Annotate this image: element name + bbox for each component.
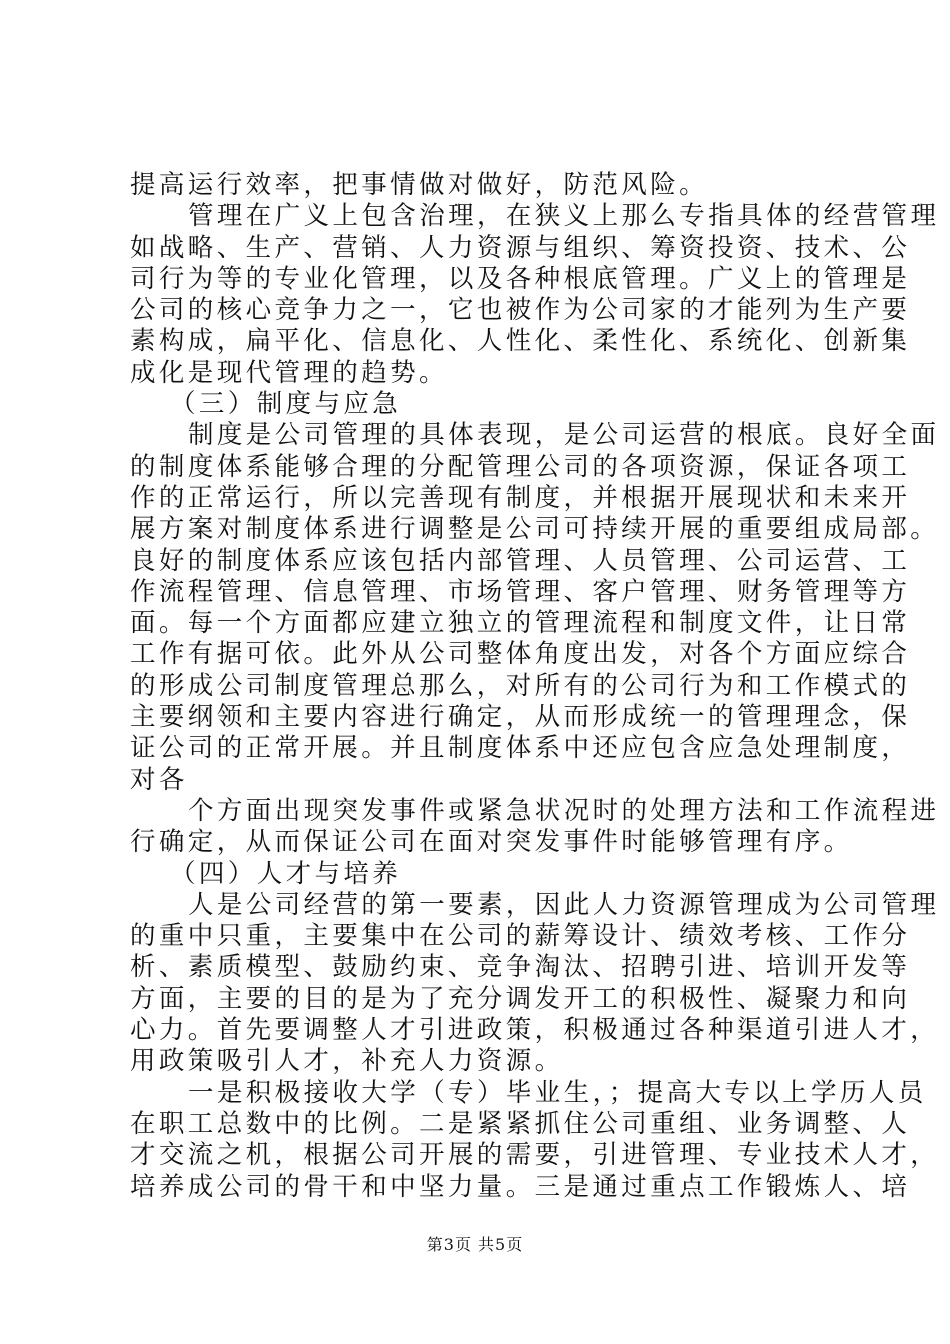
text-line: 制度是公司管理的具体表现，是公司运营的根底。良好全面 xyxy=(188,420,940,451)
text-line: 在职工总数中的比例。二是紧紧抓住公司重组、业务调整、人 xyxy=(130,1108,911,1139)
text-line: 人是公司经营的第一要素，因此人力资源管理成为公司管理 xyxy=(188,889,940,920)
text-line: 用政策吸引人才，补充人力资源。 xyxy=(130,1046,564,1077)
text-line: 工作有据可依。此外从公司整体角度出发，对各个方面应综合 xyxy=(130,639,911,670)
text-line: 培养成公司的骨干和中坚力量。三是通过重点工作锻炼人、培 xyxy=(130,1171,911,1202)
section-heading: （四）人才与培养 xyxy=(170,858,402,889)
text-line: 才交流之机，根据公司开展的需要，引进管理、专业技术人才， xyxy=(130,1140,940,1171)
text-line: 面。每一个方面都应建立独立的管理流程和制度文件，让日常 xyxy=(130,608,911,639)
text-line: 素构成，扁平化、信息化、人性化、柔性化、系统化、创新集 xyxy=(130,326,911,357)
text-line: 行确定，从而保证公司在面对突发事件时能够管理有序。 xyxy=(130,827,853,858)
text-line: 管理在广义上包含治理，在狭义上那么专指具体的经营管理 xyxy=(188,201,940,232)
text-line: 公司的核心竞争力之一，它也被作为公司家的才能列为生产要 xyxy=(130,295,911,326)
text-line: 一是积极接收大学（专）毕业生，；提高大专以上学历人员 xyxy=(188,1077,927,1108)
text-line: 析、素质模型、鼓励约束、竞争淘汰、招聘引进、培训开发等 xyxy=(130,952,911,983)
text-line: 对各 xyxy=(130,764,188,795)
text-line: 如战略、生产、营销、人力资源与组织、筹资投资、技术、公 xyxy=(130,232,911,263)
text-line: 的制度体系能够合理的分配管理公司的各项资源，保证各项工 xyxy=(130,451,911,482)
text-line: 的重中只重，主要集中在公司的薪筹设计、绩效考核、工作分 xyxy=(130,921,911,952)
text-line: 的形成公司制度管理总那么，对所有的公司行为和工作模式的 xyxy=(130,670,911,701)
text-line: 成化是现代管理的趋势。 xyxy=(130,357,448,388)
text-line: 个方面出现突发事件或紧急状况时的处理方法和工作流程进 xyxy=(188,795,940,826)
section-heading: （三）制度与应急 xyxy=(170,389,402,420)
text-line: 司行为等的专业化管理，以及各种根底管理。广义上的管理是 xyxy=(130,263,911,294)
text-line: 证公司的正常开展。并且制度体系中还应包含应急处理制度， xyxy=(130,733,911,764)
page-footer: 第3页 共5页 xyxy=(426,1235,524,1254)
text-line: 作的正常运行，所以完善现有制度，并根据开展现状和未来开 xyxy=(130,482,911,513)
text-line: 方面，主要的目的是为了充分调发开工的积极性、凝聚力和向 xyxy=(130,983,911,1014)
text-line: 作流程管理、信息管理、市场管理、客户管理、财务管理等方 xyxy=(130,576,911,607)
text-line: 心力。首先要调整人才引进政策，积极通过各种渠道引进人才， xyxy=(130,1015,940,1046)
text-line: 展方案对制度体系进行调整是公司可持续开展的重要组成局部。 xyxy=(130,514,940,545)
document-body xyxy=(130,170,940,1203)
text-line: 提高运行效率，把事情做对做好，防范风险。 xyxy=(130,170,709,200)
text-line: 主要纲领和主要内容进行确定，从而形成统一的管理理念，保 xyxy=(130,702,911,733)
text-line: 良好的制度体系应该包括内部管理、人员管理、公司运营、工 xyxy=(130,545,911,576)
